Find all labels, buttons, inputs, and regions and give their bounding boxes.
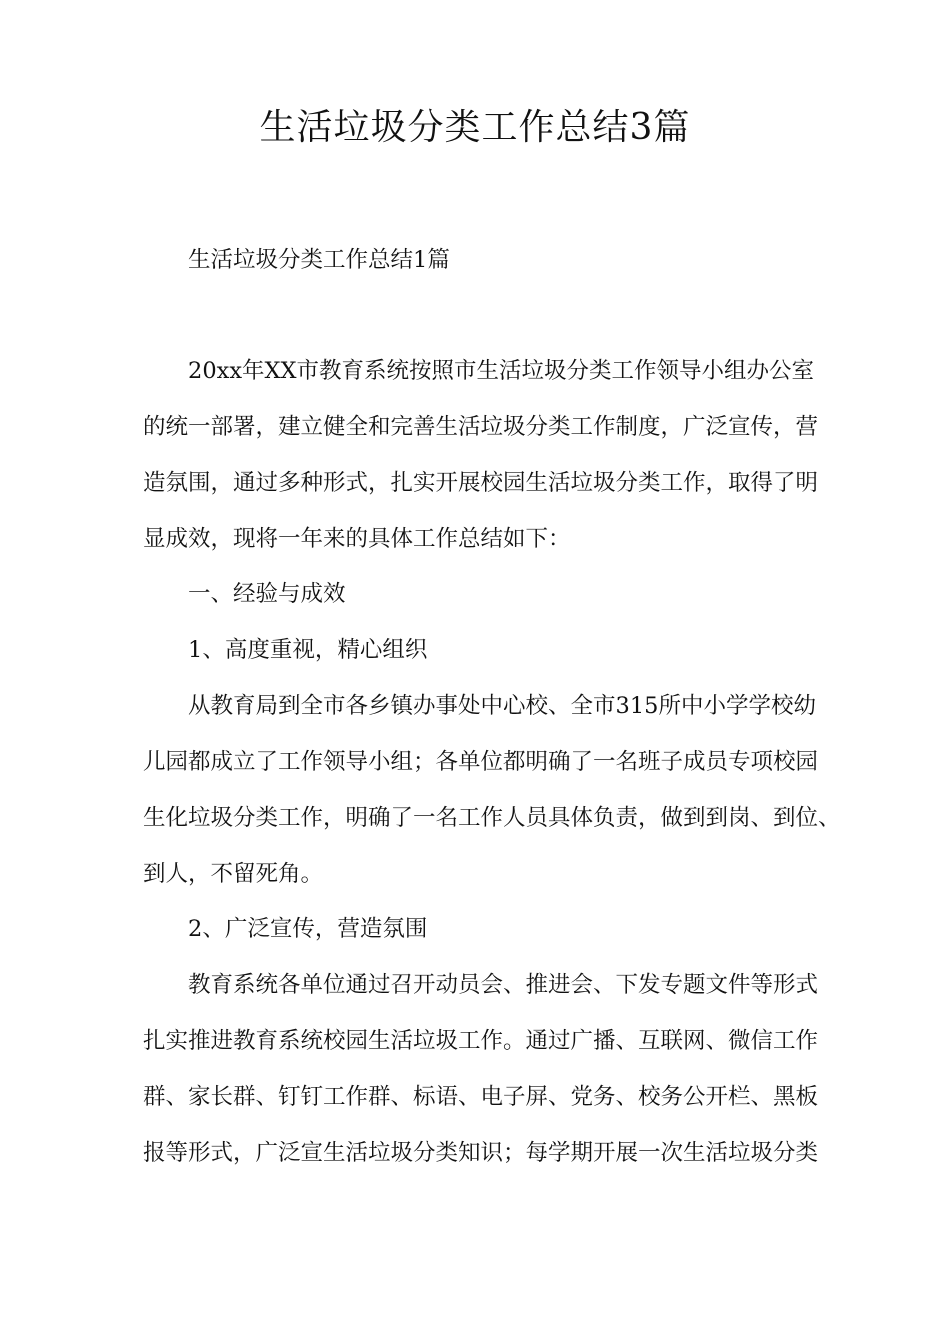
paragraph-line: 报等形式，广泛宣生活垃圾分类知识；每学期开展一次生活垃圾分类 <box>143 1140 819 1166</box>
heading-experience: 一、经验与成效 <box>188 581 346 607</box>
paragraph-line: 教育系统各单位通过召开动员会、推进会、下发专题文件等形式 <box>188 972 819 998</box>
paragraph-line: 造氛围，通过多种形式，扎实开展校园生活垃圾分类工作，取得了明 <box>143 470 819 496</box>
paragraph-line: 到人，不留死角。 <box>143 861 324 887</box>
section-title: 生活垃圾分类工作总结1篇 <box>188 247 450 273</box>
subheading-1: 1、高度重视，精心组织 <box>188 637 428 663</box>
paragraph-line: 20xx年XX市教育系统按照市生活垃圾分类工作领导小组办公室 <box>188 358 815 384</box>
paragraph-line: 儿园都成立了工作领导小组；各单位都明确了一名班子成员专项校园 <box>143 749 819 775</box>
paragraph-line: 的统一部署，建立健全和完善生活垃圾分类工作制度，广泛宣传，营 <box>143 414 819 440</box>
paragraph-line: 从教育局到全市各乡镇办事处中心校、全市315所中小学学校幼 <box>188 693 816 719</box>
paragraph-line: 群、家长群、钉钉工作群、标语、电子屏、党务、校务公开栏、黑板 <box>143 1084 819 1110</box>
document-title: 生活垃圾分类工作总结3篇 <box>259 107 691 148</box>
paragraph-line: 扎实推进教育系统校园生活垃圾工作。通过广播、互联网、微信工作 <box>143 1028 819 1054</box>
subheading-2: 2、广泛宣传，营造氛围 <box>188 916 428 942</box>
paragraph-line: 显成效，现将一年来的具体工作总结如下： <box>143 526 571 552</box>
paragraph-line: 生化垃圾分类工作，明确了一名工作人员具体负责，做到到岗、到位、 <box>143 805 841 831</box>
